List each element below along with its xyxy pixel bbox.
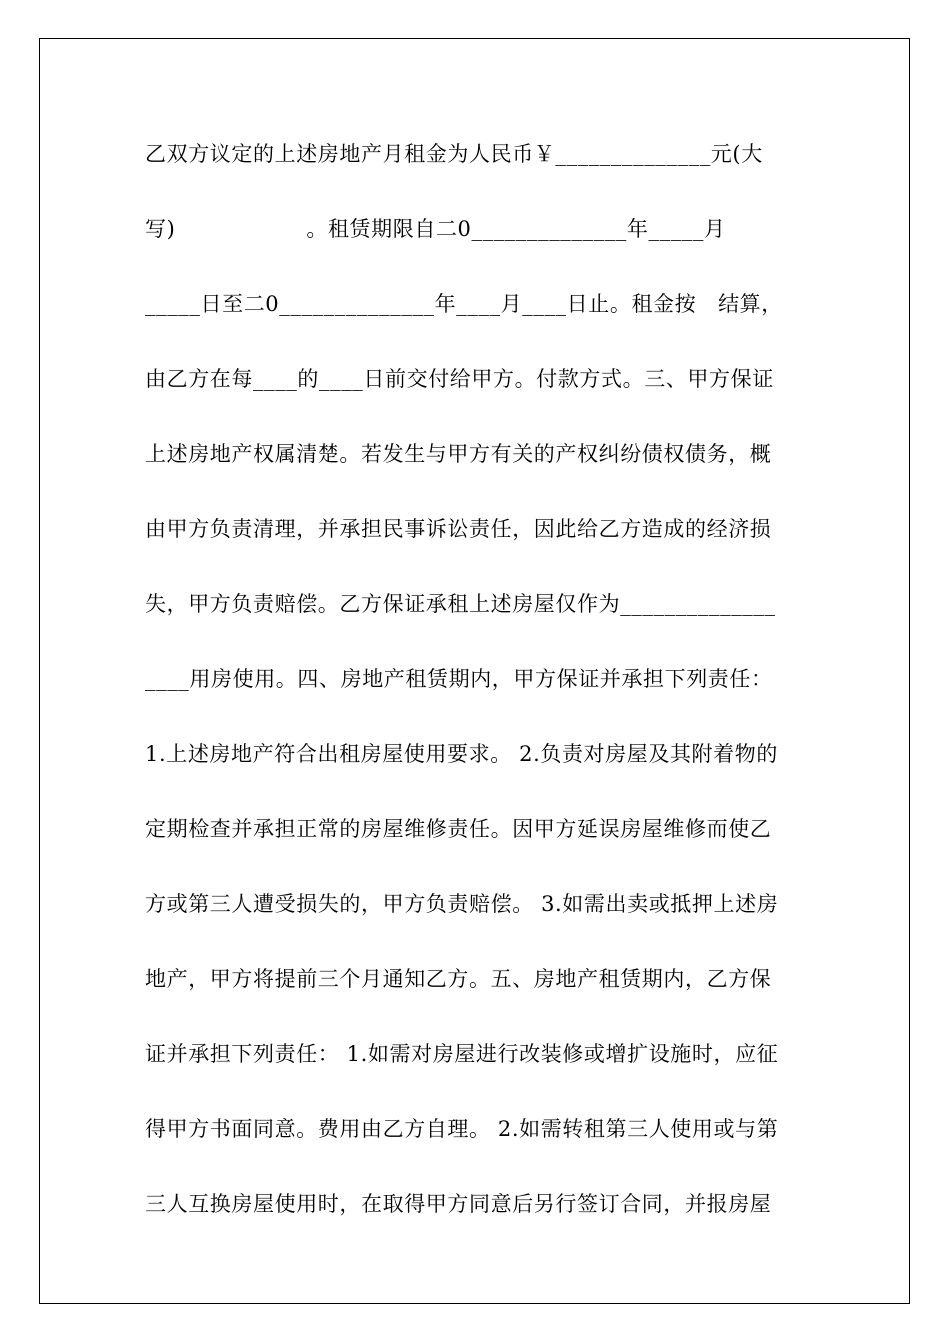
- text-line-8: ____用房使用。四、房地产租赁期内，甲方保证并承担下列责任：: [145, 667, 773, 691]
- text-line-1: 乙双方议定的上述房地产月租金为人民币￥______________元(大: [145, 142, 763, 166]
- text-line-15: 三人互换房屋使用时，在取得甲方同意后另行签订合同，并报房屋: [145, 1192, 772, 1216]
- text-line-6: 由甲方负责清理，并承担民事诉讼责任，因此给乙方造成的经济损: [145, 517, 772, 541]
- text-line-10: 定期检查并承担正常的房屋维修责任。因甲方延误房屋维修而使乙: [145, 817, 772, 841]
- text-line-4: 由乙方在每____的____日前交付给甲方。付款方式。三、甲方保证: [145, 367, 774, 391]
- text-line-13: 证并承担下列责任： 1.如需对房屋进行改装修或增扩设施时，应征: [145, 1042, 779, 1066]
- text-line-3: _____日至二0______________年____月____日止。租金按 结算，: [145, 292, 783, 316]
- text-line-11: 方或第三人遭受损失的，甲方负责赔偿。 3.如需出卖或抵押上述房: [145, 892, 779, 916]
- text-line-7: 失，甲方负责赔偿。乙方保证承租上述房屋仅作为______________: [145, 592, 776, 616]
- text-line-12: 地产，甲方将提前三个月通知乙方。五、房地产租赁期内，乙方保: [145, 967, 772, 991]
- text-line-14: 得甲方书面同意。费用由乙方自理。 2.如需转租第三人使用或与第: [145, 1117, 779, 1141]
- text-line-2: 写) 。租赁期限自二0______________年_____月: [145, 217, 726, 241]
- text-line-5: 上述房地产权属清楚。若发生与甲方有关的产权纠纷债权债务，概: [145, 442, 772, 466]
- document-body: [145, 128, 825, 1253]
- text-line-9: 1.上述房地产符合出租房屋使用要求。 2.负责对房屋及其附着物的: [145, 742, 778, 766]
